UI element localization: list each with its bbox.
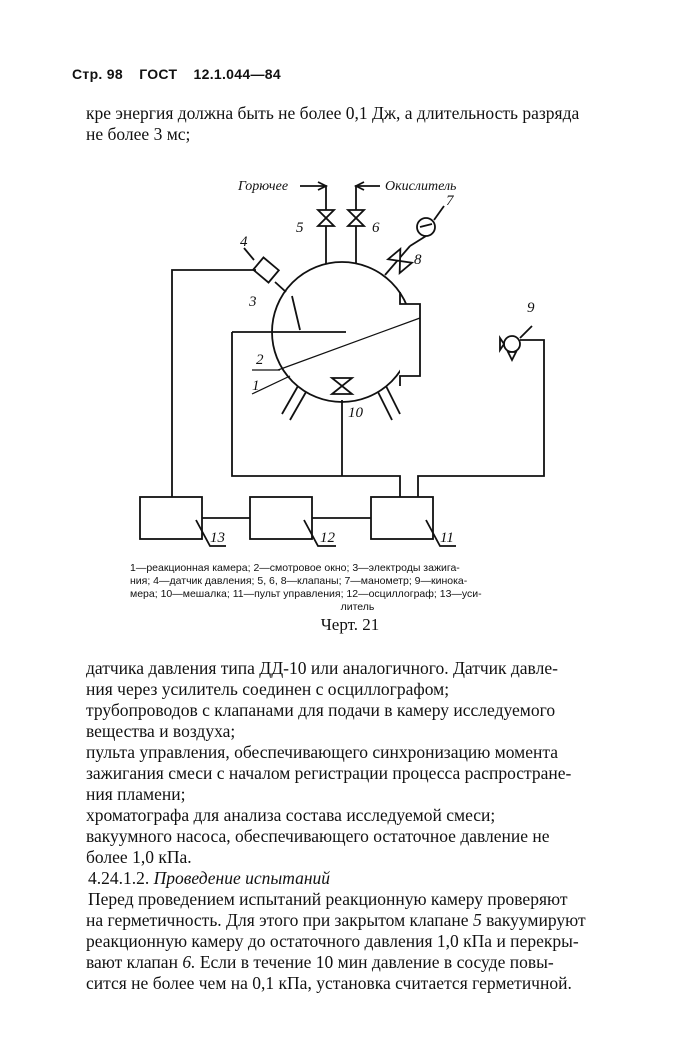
label-9: 9 [527,300,535,316]
text-line: пульта управления, обеспечивающего синхронизацию момента [86,742,558,762]
text-line: вещества и воздуха; [86,721,236,741]
figure-legend [130,562,585,588]
text-line: датчика давления типа ДД-10 или аналогичного. Датчик давле- [86,658,558,678]
label-8: 8 [414,252,422,268]
legend-line: 1—реакционная камера; 2—смотровое окно; 3—электроды зажига- [130,562,460,574]
text-line: кре энергия должна быть не более 0,1 Дж, а длительность разряда [86,103,580,123]
legend-line: мера; 10—мешалка; 11—пульт управления; 12—осциллограф; 13—уси- [130,588,482,600]
label-10: 10 [348,405,363,421]
oxidizer-label: Окислитель [385,179,457,194]
text-line: вакуумного насоса, обеспечивающего остаточное давление не [86,826,550,846]
label-1: 1 [252,378,260,394]
text-line: сится не более чем на 0,1 кПа, установка считается герметичной. [86,973,572,993]
standard-label: ГОСТ [139,66,178,82]
text-line: Перед проведением испытаний реакционную камеру проверяют [88,889,568,909]
text-line: ния пламени; [86,784,186,804]
section-number: 4.24.1.2. [88,868,150,888]
text-line: зажигания смеси с началом регистрации процесса распростране- [86,763,572,783]
label-4: 4 [240,234,248,250]
viewing-window [400,292,420,386]
section-title: Проведение испытаний [153,868,331,888]
text-line: ния через усилитель соединен с осциллографом; [86,679,450,699]
figure-number: Черт. 21 [320,615,380,634]
label-3: 3 [249,294,257,310]
valve-5 [318,210,334,226]
text-line: трубопроводов с клапанами для подачи в камеру исследуемого [86,700,556,720]
pressure-sensor-4 [253,257,279,282]
text-line: реакционную камеру до остаточного давления 1,0 кПа и перекры- [86,931,579,951]
text-line: не более 3 мс; [86,124,191,144]
label-12: 12 [320,530,335,546]
valve-8 [388,249,412,273]
figure-legend-2 [130,588,585,614]
text-line: хроматографа для анализа состава исследуемой смеси; [86,805,496,825]
legend-line: литель [340,601,375,613]
amplifier-13 [140,497,202,539]
body-text [86,658,634,994]
section-heading [86,868,634,889]
text-line: на герметичность. Для этого при закрытом клапане 5 вакуумируют [86,910,586,930]
page-number: Стр. 98 [72,66,123,82]
label-6: 6 [372,220,380,236]
oscilloscope-12 [250,497,312,539]
label-11: 11 [440,530,454,546]
label-13: 13 [210,530,225,546]
standard-number: 12.1.044—84 [193,66,281,82]
valve-6 [348,210,364,226]
movie-camera-9 [504,336,520,352]
text-line: вают клапан 6. Если в течение 10 мин давление в сосуде повы- [86,952,554,972]
label-5: 5 [296,220,304,236]
text-line: более 1,0 кПа. [86,847,192,867]
manometer-7 [417,218,435,236]
fuel-label: Горючее [238,179,289,194]
legend-line: ния; 4—датчик давления; 5, 6, 8—клапаны; 7—манометр; 9—кинока- [130,575,468,587]
label-7: 7 [446,193,454,209]
label-2: 2 [256,352,264,368]
control-panel-11 [371,497,433,539]
